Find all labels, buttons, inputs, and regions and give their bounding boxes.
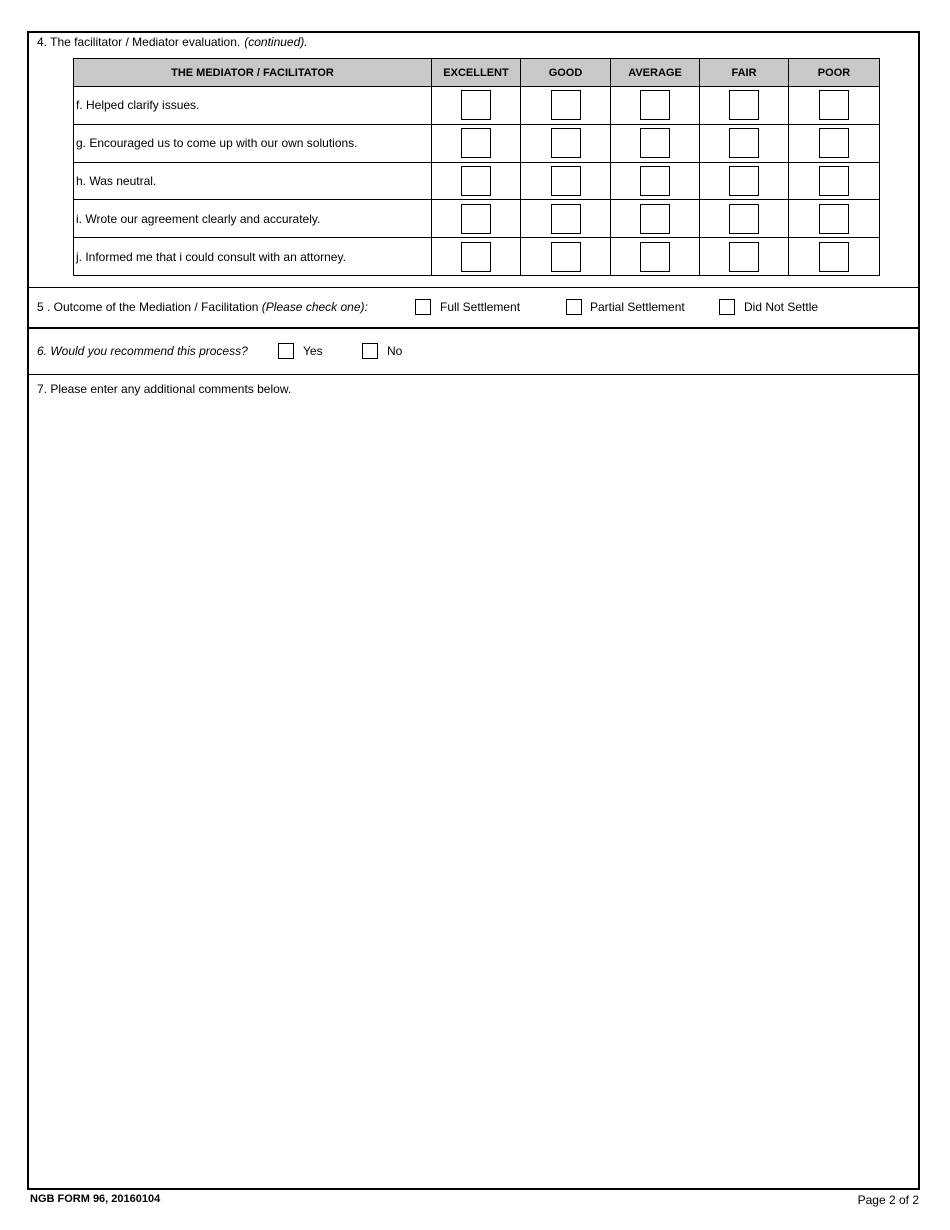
section-7-comments[interactable]: [29, 375, 918, 1188]
checkbox-j-average[interactable]: [640, 242, 670, 272]
checkbox-f-fair[interactable]: [729, 90, 759, 120]
checkbox-j-poor[interactable]: [819, 242, 849, 272]
checkbox-i-good[interactable]: [551, 204, 581, 234]
option-did-not-settle-label: Did Not Settle: [744, 300, 819, 314]
table-row: [74, 87, 880, 125]
form-id: NGB FORM 96, 20160104: [30, 1193, 161, 1205]
checkbox-i-fair[interactable]: [729, 204, 759, 234]
checkbox-yes[interactable]: [278, 343, 294, 359]
checkbox-j-fair[interactable]: [729, 242, 759, 272]
section-5-outcome: [29, 287, 918, 329]
header-excellent: EXCELLENT: [432, 59, 521, 87]
table-row: [74, 200, 880, 238]
table-row: [74, 162, 880, 200]
checkbox-h-fair[interactable]: [729, 166, 759, 196]
evaluation-table: [73, 58, 880, 276]
row-label-j: j. Informed me that i could consult with an attorney.: [74, 238, 432, 276]
table-row: [74, 124, 880, 162]
checkbox-f-average[interactable]: [640, 90, 670, 120]
checkbox-full-settlement[interactable]: [415, 299, 431, 315]
checkbox-g-fair[interactable]: [729, 128, 759, 158]
section-5-question-text: 5 . Outcome of the Mediation / Facilitation: [37, 300, 259, 314]
checkbox-i-excellent[interactable]: [461, 204, 491, 234]
option-no-label: No: [387, 344, 403, 358]
header-poor: POOR: [789, 59, 880, 87]
checkbox-f-poor[interactable]: [819, 90, 849, 120]
checkbox-f-good[interactable]: [551, 90, 581, 120]
checkbox-g-poor[interactable]: [819, 128, 849, 158]
section-5-instruction: (Please check one):: [261, 300, 368, 314]
header-fair: FAIR: [700, 59, 789, 87]
checkbox-h-excellent[interactable]: [461, 166, 491, 196]
section-4-evaluation: [29, 33, 918, 288]
table-header-row: [74, 59, 880, 87]
header-mediator-facilitator: THE MEDIATOR / FACILITATOR: [74, 59, 432, 87]
section-6-recommend: [29, 329, 918, 375]
checkbox-partial-settlement[interactable]: [566, 299, 582, 315]
row-label-f: f. Helped clarify issues.: [74, 87, 432, 125]
checkbox-f-excellent[interactable]: [461, 90, 491, 120]
option-yes-label: Yes: [303, 344, 323, 358]
section-4-title: [37, 35, 308, 49]
option-partial-settlement-label: Partial Settlement: [590, 300, 685, 314]
row-label-i: i. Wrote our agreement clearly and accurately.: [74, 200, 432, 238]
table-row: [74, 238, 880, 276]
checkbox-j-excellent[interactable]: [461, 242, 491, 272]
form-frame: [27, 31, 920, 1190]
checkbox-h-average[interactable]: [640, 166, 670, 196]
checkbox-h-good[interactable]: [551, 166, 581, 196]
page-number: Page 2 of 2: [857, 1193, 919, 1207]
checkbox-i-poor[interactable]: [819, 204, 849, 234]
header-good: GOOD: [521, 59, 611, 87]
section-6-question: 6. Would you recommend this process?: [37, 344, 248, 358]
row-label-h: h. Was neutral.: [74, 162, 432, 200]
checkbox-g-excellent[interactable]: [461, 128, 491, 158]
checkbox-g-good[interactable]: [551, 128, 581, 158]
option-full-settlement-label: Full Settlement: [440, 300, 521, 314]
section-5-question: [37, 300, 368, 314]
checkbox-j-good[interactable]: [551, 242, 581, 272]
checkbox-g-average[interactable]: [640, 128, 670, 158]
checkbox-h-poor[interactable]: [819, 166, 849, 196]
row-label-g: g. Encouraged us to come up with our own solutions.: [74, 124, 432, 162]
section-4-title-text: 4. The facilitator / Mediator evaluation.: [37, 35, 241, 49]
checkbox-no[interactable]: [362, 343, 378, 359]
checkbox-did-not-settle[interactable]: [719, 299, 735, 315]
section-7-question: 7. Please enter any additional comments below.: [37, 382, 292, 396]
section-4-title-suffix: (continued).: [244, 35, 308, 49]
header-average: AVERAGE: [611, 59, 700, 87]
checkbox-i-average[interactable]: [640, 204, 670, 234]
